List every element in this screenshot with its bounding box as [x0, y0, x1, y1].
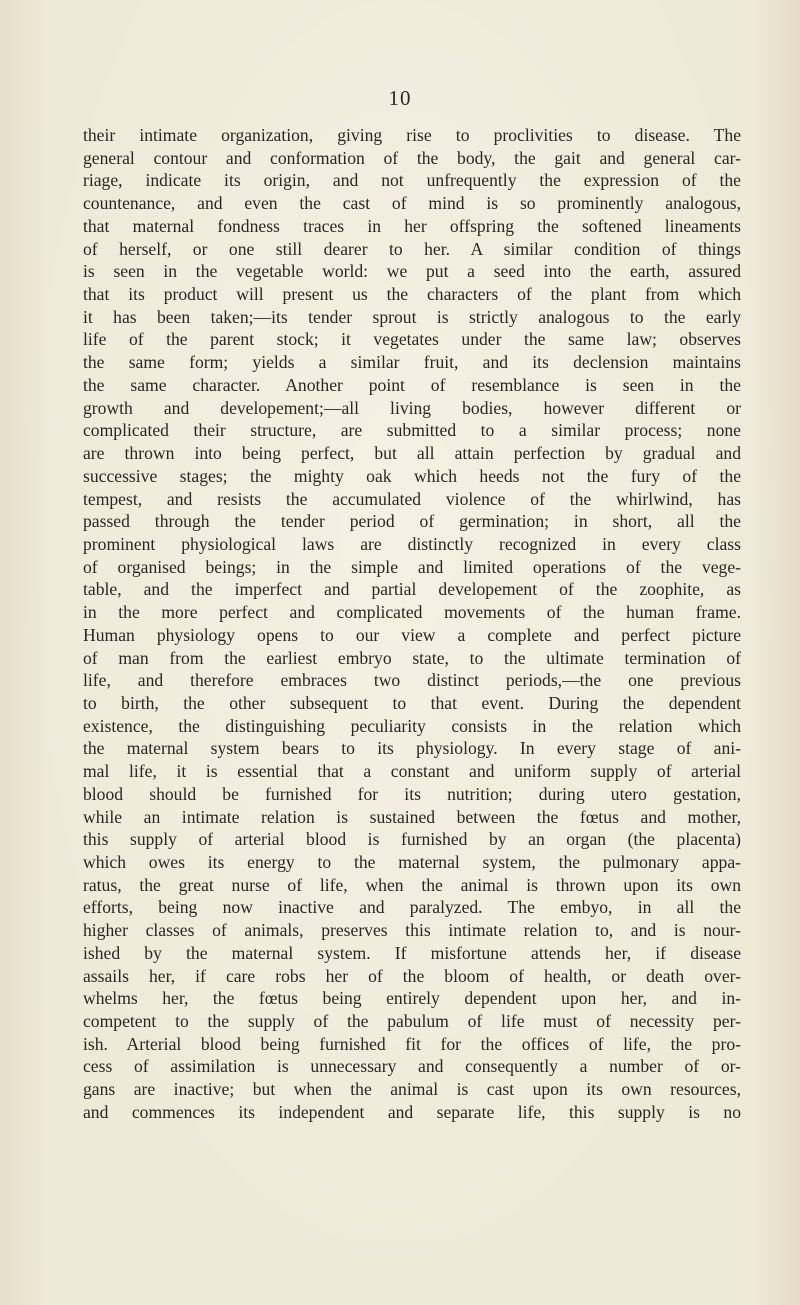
text-line: riage, indicate its origin, and not unfrequently the expression of the [83, 170, 741, 191]
text-line: existence, the distinguishing peculiarity consists in the relation which [83, 715, 741, 736]
text-line: mal life, it is essential that a constant and uniform supply of arterial [83, 761, 741, 782]
text-line: ished by the maternal system. If misfortune attends her, if disease [83, 942, 741, 963]
text-line: tempest, and resists the accumulated violence of the whirlwind, has [83, 488, 741, 509]
text-line: ish. Arterial blood being furnished fit for the offices of life, the pro- [83, 1033, 741, 1054]
text-line: that maternal fondness traces in her offspring the softened lineaments [83, 215, 741, 236]
text-line: countenance, and even the cast of mind is so prominently analogous, [83, 193, 741, 214]
text-line: efforts, being now inactive and paralyzed. The embyo, in all the [83, 897, 741, 918]
text-line: the same character. Another point of resemblance is seen in the [83, 374, 741, 395]
text-line: this supply of arterial blood is furnished by an organ (the placenta) [83, 829, 741, 850]
text-line: complicated their structure, are submitted to a similar process; none [83, 420, 741, 441]
text-line: assails her, if care robs her of the bloom of health, or death over- [83, 965, 741, 986]
body-text [83, 124, 741, 1124]
text-line: blood should be furnished for its nutrition; during utero gestation, [83, 783, 741, 804]
text-line: in the more perfect and complicated movements of the human frame. [83, 602, 741, 623]
text-line: it has been taken;—its tender sprout is strictly analogous to the early [83, 306, 741, 327]
text-line: competent to the supply of the pabulum of life must of necessity per- [83, 1011, 741, 1032]
text-line: of man from the earliest embryo state, to the ultimate termination of [83, 647, 741, 668]
text-line: of organised beings; in the simple and limited operations of the vege- [83, 556, 741, 577]
text-line: and commences its independent and separate life, this supply is no [83, 1101, 741, 1122]
text-line: successive stages; the mighty oak which heeds not the fury of the [83, 465, 741, 486]
text-line: Human physiology opens to our view a complete and perfect picture [83, 624, 741, 645]
text-line: the same form; yields a similar fruit, and its declension maintains [83, 352, 741, 373]
text-line: growth and developement;—all living bodies, however different or [83, 397, 741, 418]
text-line: are thrown into being perfect, but all attain perfection by gradual and [83, 443, 741, 464]
text-line: life of the parent stock; it vegetates under the same law; observes [83, 329, 741, 350]
text-line: passed through the tender period of germination; in short, all the [83, 511, 741, 532]
text-line: is seen in the vegetable world: we put a seed into the earth, assured [83, 261, 741, 282]
text-line: whelms her, the fœtus being entirely dependent upon her, and in- [83, 988, 741, 1009]
text-line: higher classes of animals, preserves this intimate relation to, and is nour- [83, 920, 741, 941]
text-line: the maternal system bears to its physiology. In every stage of ani- [83, 738, 741, 759]
text-line: table, and the imperfect and partial developement of the zoophite, as [83, 579, 741, 600]
text-line: prominent physiological laws are distinctly recognized in every class [83, 533, 741, 554]
text-line: their intimate organization, giving rise to proclivities to disease. The [83, 125, 741, 145]
text-line: gans are inactive; but when the animal is cast upon its own resources, [83, 1079, 741, 1100]
text-line: cess of assimilation is unnecessary and consequently a number of or- [83, 1056, 741, 1077]
text-line: which owes its energy to the maternal system, the pulmonary appa- [83, 852, 741, 872]
text-line: life, and therefore embraces two distinct periods,—the one previous [83, 670, 741, 691]
text-line: ratus, the great nurse of life, when the animal is thrown upon its own [83, 874, 741, 895]
page-number: 10 [388, 86, 412, 110]
text-line: of herself, or one still dearer to her. A similar condition of things [83, 238, 741, 259]
text-line: that its product will present us the characters of the plant from which [83, 284, 741, 305]
text-line: while an intimate relation is sustained between the fœtus and mother, [83, 806, 741, 827]
text-line: general contour and conformation of the body, the gait and general car- [83, 147, 741, 168]
text-line: to birth, the other subsequent to that event. During the dependent [83, 692, 741, 713]
